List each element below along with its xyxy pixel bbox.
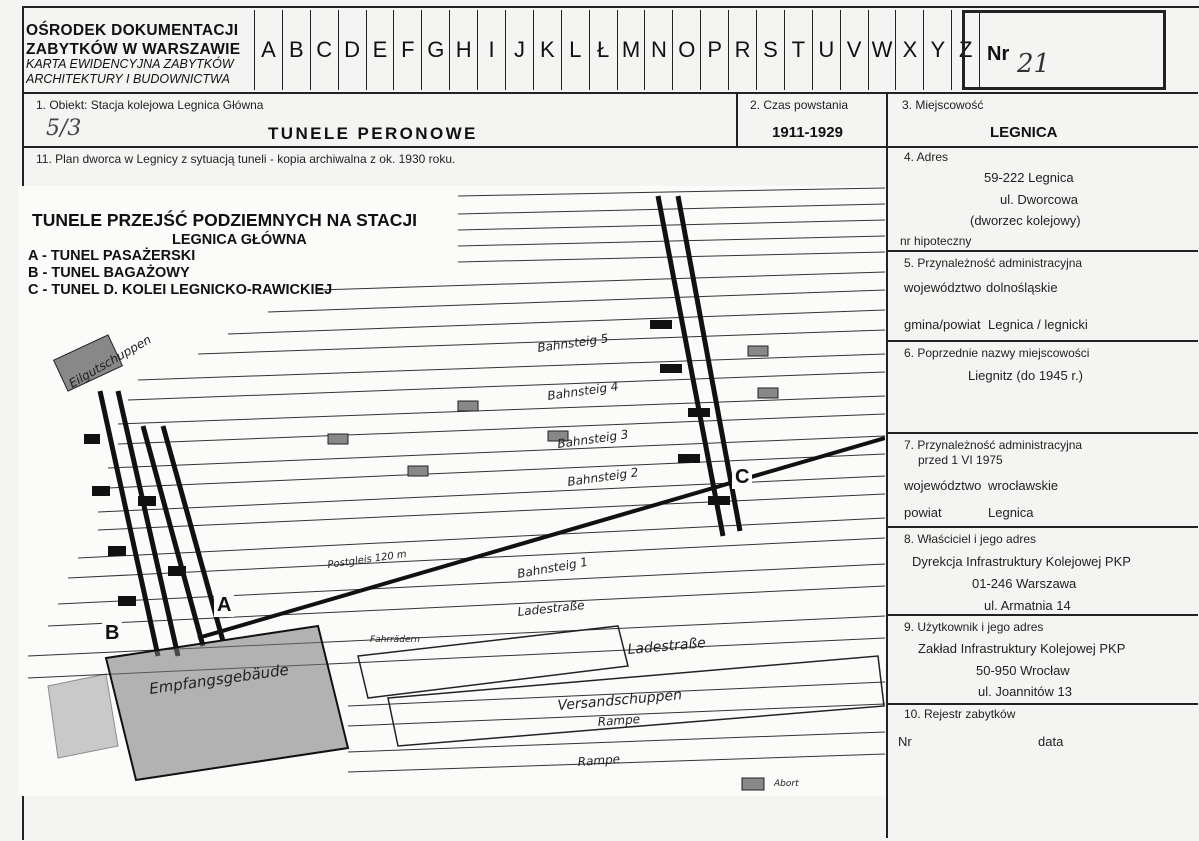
org-name-line2: ZABYTKÓW W WARSZAWIE xyxy=(26,41,241,58)
wlasciciel-line2: 01-246 Warszawa xyxy=(972,576,1077,591)
miejscowosc-value: LEGNICA xyxy=(990,124,1058,141)
station-plan-image xyxy=(18,186,885,796)
index-letter: W xyxy=(868,10,896,90)
index-letter: E xyxy=(366,10,394,90)
divider-right-column xyxy=(886,92,888,838)
tunnel-label-a: A xyxy=(214,594,234,617)
rejestr-data-label: data xyxy=(1038,734,1064,749)
index-letter: M xyxy=(617,10,645,90)
powiat1975-value: Legnica xyxy=(988,505,1034,520)
map-word-rampe1: Rampe xyxy=(577,752,621,769)
map-word-bahnsteig1: Bahnsteig 1 xyxy=(516,554,589,581)
index-letter: Z xyxy=(951,10,980,90)
map-word-eilgutschuppen: Eilgutschuppen xyxy=(66,332,154,391)
map-word-bahnsteig3: Bahnsteig 3 xyxy=(556,427,630,451)
record-number-label: Nr xyxy=(987,43,1010,65)
wojewodztwo1975-label: województwo xyxy=(904,478,982,493)
map-word-bahnsteig5: Bahnsteig 5 xyxy=(536,331,610,355)
plan-legend-a: A - TUNEL PASAŻERSKI xyxy=(28,248,196,264)
adres-line1: 59-222 Legnica xyxy=(984,170,1074,185)
adres-line3: (dworzec kolejowy) xyxy=(970,213,1081,228)
index-letter: Ł xyxy=(589,10,617,90)
index-letter: A xyxy=(254,10,282,90)
map-word-fahrraedern: Fahrrädern xyxy=(370,635,420,645)
przynaleznosc1975-label-line2: przed 1 VI 1975 xyxy=(918,453,1003,467)
index-letter: L xyxy=(561,10,589,90)
map-word-empfangsgebaeude: Empfangsgebäude xyxy=(148,660,290,698)
object-title: TUNELE PERONOWE xyxy=(268,124,478,143)
map-word-versandschuppen: Versandschuppen xyxy=(556,687,683,714)
divider-uzytkownik xyxy=(886,703,1198,705)
wlasciciel-line3: ul. Armatnia 14 xyxy=(984,598,1071,613)
index-letter: K xyxy=(533,10,561,90)
card-type-line2: ARCHITEKTURY I BUDOWNICTWA xyxy=(26,72,230,86)
plan-title: TUNELE PRZEJŚĆ PODZIEMNYCH NA STACJI xyxy=(32,210,418,230)
divider-row1 xyxy=(22,146,1198,148)
plan-subtitle: LEGNICA GŁÓWNA xyxy=(172,232,307,248)
adres-label: 4. Adres xyxy=(904,150,949,164)
uzytkownik-line1: Zakład Infrastruktury Kolejowej PKP xyxy=(918,641,1126,656)
powiat1975-label: powiat xyxy=(904,505,942,520)
divider-adres xyxy=(886,250,1198,252)
org-name-line1: OŚRODEK DOKUMENTACJI xyxy=(26,22,239,39)
gmina-value: Legnica / legnicki xyxy=(988,317,1088,332)
index-letter: T xyxy=(784,10,812,90)
map-word-ladestrasse2: Ladestraße xyxy=(626,635,707,658)
index-letter: I xyxy=(477,10,505,90)
poprzednie-label: 6. Poprzednie nazwy miejscowości xyxy=(904,346,1090,360)
card-type-line1: KARTA EWIDENCYJNA ZABYTKÓW xyxy=(26,57,234,71)
uzytkownik-line2: 50-950 Wrocław xyxy=(976,663,1070,678)
index-letter: S xyxy=(756,10,784,90)
rejestr-nr-label: Nr xyxy=(898,734,912,749)
miejscowosc-label: 3. Miejscowość xyxy=(902,98,984,112)
wojewodztwo-label: województwo xyxy=(904,280,982,295)
map-word-bahnsteig4: Bahnsteig 4 xyxy=(546,379,620,403)
index-letter: O xyxy=(672,10,700,90)
divider-przynaleznosc1975 xyxy=(886,526,1198,528)
index-letter: J xyxy=(505,10,533,90)
map-word-rampe2: Rampe xyxy=(597,712,641,729)
map-word-abort: Abort xyxy=(774,779,799,789)
gmina-label: gmina/powiat xyxy=(904,317,981,332)
uzytkownik-line3: ul. Joannitów 13 xyxy=(978,684,1072,699)
index-letter: V xyxy=(840,10,868,90)
plan-legend-b: B - TUNEL BAGAŻOWY xyxy=(28,265,190,281)
divider-przynaleznosc xyxy=(886,340,1198,342)
index-letter: C xyxy=(310,10,338,90)
hipoteczny-label: nr hipoteczny xyxy=(900,234,972,248)
record-number-box xyxy=(962,10,1166,90)
divider-header xyxy=(22,92,1198,94)
divider-wlasciciel xyxy=(886,614,1198,616)
divider-poprzednie xyxy=(886,432,1198,434)
index-letter: H xyxy=(449,10,477,90)
przynaleznosc1975-label: 7. Przynależność administracyjna xyxy=(904,438,1083,452)
rejestr-label: 10. Rejestr zabytków xyxy=(904,707,1016,721)
divider-col-czas xyxy=(736,92,738,148)
index-letter: B xyxy=(282,10,310,90)
index-letter: R xyxy=(728,10,756,90)
wojewodztwo1975-value: wrocławskie xyxy=(988,478,1059,493)
map-word-postgleis: Postgleis 120 m xyxy=(326,548,408,571)
index-letter: P xyxy=(700,10,728,90)
record-number-value: 21 xyxy=(1017,49,1051,79)
wlasciciel-line1: Dyrekcja Infrastruktury Kolejowej PKP xyxy=(912,554,1131,569)
index-letter: G xyxy=(421,10,449,90)
czas-value: 1911-1929 xyxy=(772,124,843,141)
tunnel-label-c: C xyxy=(732,466,752,489)
wojewodztwo-value: dolnośląskie xyxy=(986,280,1058,295)
index-letter: D xyxy=(338,10,366,90)
tunnel-label-b: B xyxy=(102,622,122,645)
uzytkownik-label: 9. Użytkownik i jego adres xyxy=(904,620,1044,634)
index-letter: N xyxy=(644,10,672,90)
map-word-ladestrasse1: Ladestraße xyxy=(516,598,586,619)
poprzednie-value: Liegnitz (do 1945 r.) xyxy=(968,368,1083,383)
index-letter: U xyxy=(812,10,840,90)
adres-line2: ul. Dworcowa xyxy=(1000,192,1079,207)
alphabet-index xyxy=(254,10,980,90)
index-letter: X xyxy=(895,10,923,90)
czas-label: 2. Czas powstania xyxy=(750,98,849,112)
plan-legend-c: C - TUNEL D. KOLEI LEGNICKO-RAWICKIEJ xyxy=(28,282,333,298)
index-letter: F xyxy=(393,10,421,90)
map-word-bahnsteig2: Bahnsteig 2 xyxy=(566,465,640,489)
handwritten-code: 5/3 xyxy=(46,116,82,141)
plan-caption: 11. Plan dworca w Legnicy z sytuacją tuneli - kopia archiwalna z ok. 1930 roku. xyxy=(36,152,456,166)
wlasciciel-label: 8. Właściciel i jego adres xyxy=(904,532,1037,546)
index-letter: Y xyxy=(923,10,951,90)
obiekt-label: 1. Obiekt: Stacja kolejowa Legnica Główna xyxy=(36,98,264,112)
przynaleznosc-label: 5. Przynależność administracyjna xyxy=(904,256,1083,270)
